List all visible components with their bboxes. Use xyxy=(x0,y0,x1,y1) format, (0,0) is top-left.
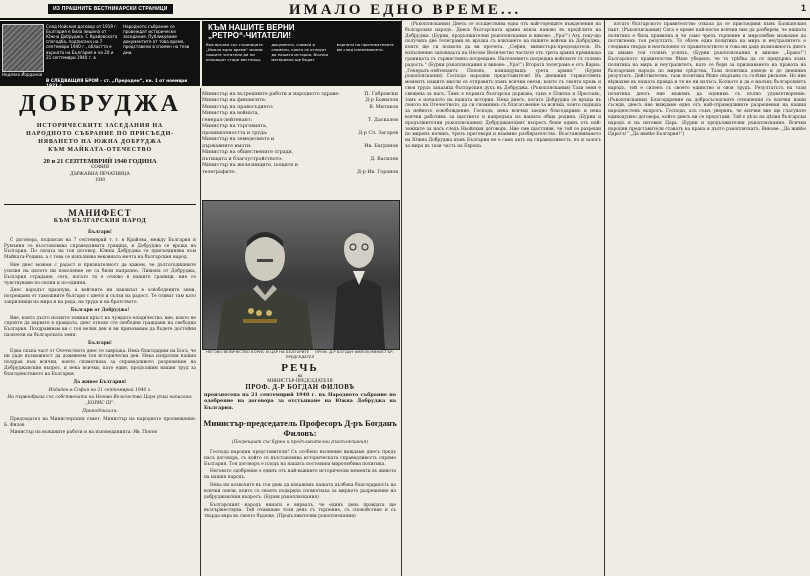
manifest-subtitle: КЪМ БЪЛГАРСКИЯ НАРОД xyxy=(53,218,147,224)
author-photo xyxy=(2,24,44,72)
masthead xyxy=(0,0,810,20)
session-date: 20 и 21 СЕПТЕМВРИЙ 1940 ГОДИНА xyxy=(43,158,157,166)
manifest-p11: На първообраза със собствената на Негово Величество Царя ръка написано: „БОРИС III“. xyxy=(7,395,193,407)
city: СОФИЯ xyxy=(91,165,109,171)
manifest-p4: Днес народът празнува, а войските ни навлизат в освободените земи, посрещани от тамошните българи с цветя и сълзи на радост. Те отиват там като закрилници на мира и на реда, на труда и на братството. xyxy=(4,288,196,305)
page-number: 1 xyxy=(800,3,806,13)
subtitle-line-4: КЪМ МАЙКАТА-ОТЕЧЕСТВО xyxy=(48,147,152,154)
speech-lead: произнесена на 21 септемврий 1940 г. въ Народното събрание по одобрение на договора за отстъпване на Южна Добруджа на България. xyxy=(204,392,396,411)
manifest-p12: Приподписали: xyxy=(82,408,118,414)
speech-header xyxy=(202,362,398,391)
intro-box xyxy=(0,21,200,89)
divider xyxy=(4,204,196,205)
column-rule-3 xyxy=(604,20,605,576)
manifest-p1: Българи! xyxy=(87,230,112,235)
minister-row: Министър на земеделието и xyxy=(202,137,275,143)
photo-caption xyxy=(202,350,398,359)
intro-text: След Нойския договор от 1919 г. България е била лишена от Южна Добруджа. С Крайовската спогодба, подписана на 7 септември 1940 г., областта е върната на България и на 20 и 21 септември 1940 г. в Народното събрание се провеждат исторически заседания. Публикуваме документите от това време, представени в спомен на тези дни. xyxy=(46,24,190,60)
filov-portrait xyxy=(333,229,385,349)
king-portrait xyxy=(217,232,313,349)
manifest-title: МАНИФЕСТ xyxy=(68,208,132,218)
manifest-p14: Министър на външните работи и на изповеданията: Ив. Попов xyxy=(10,430,157,436)
manifest-p13: Председател на Министерския съвет, Министър на народното просвещение: Б. Филов xyxy=(4,416,196,428)
manifest-p9: Да живее България! xyxy=(73,379,127,385)
readers-title-line1: КЪМ НАШИТЕ ВЕРНИ xyxy=(208,23,295,32)
minister-row: държавните имоти: Ив. Багрянов xyxy=(202,143,398,149)
subtitle-line-3: НЯВАНЕТО НА ЮЖНА ДОБРУДЖА xyxy=(38,139,162,146)
speech-role: МИНИСТЪР-ПРЕДСЕДАТЕЛЯ xyxy=(267,379,333,384)
manifest-p5: Българи от Добруджа! xyxy=(70,307,130,313)
column-4-text xyxy=(608,22,806,574)
page-title: ИМАЛО ЕДНО ВРЕМЕ... xyxy=(288,2,522,18)
manifest-p7: Българи! xyxy=(87,340,112,346)
column-3-paragraph: (Ръкопляскания) Днесь се осъществява една отъ най-горещите въжделения на българския народъ. Днесь българската армия влиза наново въ предѣлите на Добруджа. (Бурни, продължителни ръкопляскания и викове: „Ура!“) Азъ току-що получихъ две телеграми въ връзка съ влизането на нашите войски въ Добруджа, които ще си позволя да ви прочета. „София, министъръ-председателя. Въ изпълнение заповедьта на Негово Величество частите отъ трета армия преминаха границата съ тържествено посрещане. Населението посрещна войските съ голяма радость.“ (Бурни ръкопляскания и викове: „Ура!“) Втората телеграма е отъ Варна. „Генералъ-лейтенантъ Поповъ, командуващъ трета армия.“ (Бурни ръкопляскания) Господа народни представители! Въ днешния тържественъ моментъ нашите мисли се отправятъ къмъ всички онези, които съ своята кръвь и своя трудъ запазиха българския духъ въ Добруджа. (Ръкопляскания) Тази земя е свещена за насъ. Тамъ е първата българска държава, тамъ е Плиска и Преславъ, тамъ е началото на нашата история. Нека днесъ, когато Добруджа се връща въ лоното на Отечеството, да си спомнимъ съ благоговение за всички, които паднаха за нейното освобождение. Господа, нека всички заедно благодаримъ и нека всички работимъ за щастието и напредъка на нашата обща родина. (Бурни и продължителни ръкопляскания) Добруджанският въпросъ беше единъ отъ най-тежките за насъ следъ Ньойския договоръ. Ние сме щастливи, че той се разреши по миренъ начинъ, чрезъ преговори и взаимно разбирателство. Възстановяването на Южна Добруджа къмъ България не е само актъ на справедливость, но и залогъ за мира въ тази часть на Европа. xyxy=(405,22,601,150)
minister-row: промишлеността и труда: Д-р Сл. Загоров xyxy=(202,130,398,136)
manifest-body xyxy=(4,230,196,574)
readers-title-line2: „РЕТРО“-ЧИТАТЕЛИ! xyxy=(208,31,292,41)
speech-of: на xyxy=(297,374,303,379)
minister-row: Министър на финансите: Д-р Божилов xyxy=(202,98,398,104)
minister-row: телеграфите: Д-р Ив. Горанов xyxy=(202,169,398,175)
portraits-illustration xyxy=(203,201,399,349)
minister-row: Министър на търговията, xyxy=(202,124,268,130)
speech-heading: Министър-председатель Професоръ Д-ръ Богданъ Филовъ: xyxy=(203,418,397,438)
minister-row: Министър на железниците, пощите и xyxy=(202,163,299,169)
column-rule-1 xyxy=(200,88,201,576)
portraits-photo xyxy=(202,200,400,350)
column-3-text xyxy=(405,22,601,574)
section-tag: ИЗ ПРАШНИТЕ ВЕСТНИКАРСКИ СТРАНИЦИ xyxy=(48,4,173,14)
minister-row: Министър на вътрешните работи и народното здраве: П. Габровски xyxy=(202,92,398,97)
manifest-p10: Издаден в София на 21 септемврий 1940 г. xyxy=(48,387,152,393)
year: 1940 xyxy=(95,178,105,184)
readers-title xyxy=(208,24,295,41)
manifest-p6: Вие, които дълго носихте тежкия кръст на чуждото владичество, вие, които не спряхте да вярвате в правдата, днес отново сте свободни граждани на свободна България. Поздравявам ви с тоя велик ден и ви призовавам да бъдете достойни пазители на българската земя. xyxy=(4,315,196,338)
speech-body xyxy=(204,450,396,574)
minister-row: генерал-лейтенант: Т. Даскалов xyxy=(202,117,398,123)
speech-p4: Българският народъ винаги е вярвалъ, че единъ день правдата ще възтържествува. Той очакваше този день съ търпение, съ спокойствие и съ твърда вяра въ своето бъдеще. (Продължителни ръкопляскания) xyxy=(204,502,396,520)
column-rule-2 xyxy=(401,20,402,576)
manifest-p3: Ние днес можем с радост и признателност да кажем, че дългогодишните усилия на цялото ни поколение не са били напразно. Лишена от Добруджа, България страдаше; сега, когато тя е отново в нашите граници, ние се чувствуваме по-силни и по-единни. xyxy=(4,263,196,286)
caption-king: НЕГОВО ВЕЛИЧЕСТВО БОРИС III ЦАР НА БЪЛГАРИТЕ xyxy=(206,349,310,354)
minister-row: Министър на обществените сгради, xyxy=(202,150,294,156)
speech-name: ПРОФ. Д-Р БОГДАН ФИЛОВЪ xyxy=(245,384,355,391)
caption-filov: ПРОФ. Д-Р БОГДАН ФИЛОВ МИНИСТЪР-ПРЕДСЕДАТЕЛ xyxy=(285,349,394,359)
readers-text: Във връзка със страницата „Имало едно време“ молим нашите читатели да ни изпращат стари вестници, документи, снимки и спомени, които се отнасят до нашата история. Всички материали ще бъдат върнати на притежателите им след използването. xyxy=(206,42,394,62)
manifest-p2: С договора, подписан на 7 септемврий т. г. в Крайова, между България и Румъния се възстановява справедливата граница, и Добруджа се връща на България. По силата на тоя договор, Южна Добруджа се присъединява към Майката-Родина, а с това се изпълнява вековната мечта на българския народ. xyxy=(4,237,196,261)
minister-row: пътищата и благоустройството: Д. Василев xyxy=(202,156,398,162)
subtitle-line-2: НАРОДНОТО СЪБРАНИЕ ПО ПРИСЪЕДИ- xyxy=(26,131,174,138)
speech-p3: Нека ни позволите въ тоя день да изкажемъ нашата дълбока благодарность на всички онези, които съ своята подкрепа спомогнаха за мирното разрешение на добруджанския въпросъ. (Бурни ръкопляскания) xyxy=(204,483,396,500)
minister-row: Министър на правосъдието: В. Митаков xyxy=(202,104,398,110)
dobrudzha-subtitle xyxy=(2,122,198,154)
speech-p1: Господа народни представители! Съ особено вълнение виждаме днесъ предъ насъ договора, съ който се възстановява историческата справедливость спрямо България. Тоя договоръ е плодъ на нашата постоянна миролюбива политика. xyxy=(204,450,396,467)
readers-box xyxy=(202,21,402,86)
dobrudzha-header xyxy=(2,92,198,185)
masthead-rule xyxy=(0,18,810,20)
speech-heading-note: (Посрещнат със бурни и продължителни ръкопляскания) xyxy=(231,440,368,445)
dobrudzha-title: ДОБРУДЖА xyxy=(19,91,181,117)
ministers-list xyxy=(202,92,398,202)
column-4-paragraph: когато българското правителство отказа да се присъедини къмъ Балканския пакт. (Ръкопляскания) Сега е време най-после всички ние да разберем, че нашата политика е била правилна и че само чрезъ търпение и миролюбие можахме да постигнемъ тоя резултатъ. То обаче една политика на миръ и неутралитетъ е следвана твърдо и неотклонно от правителството и това ни даде възможность днесъ да имаме тоя голямъ успехъ. (Бурни ръкопляскания и викове: „Браво!“) Българското правителство бѣше убедено, че то трѣбва да се придържа къмъ политика на миръ и неутралитетъ, като се бори за признаването на правата на българския народъ по мирни срѣдства. Тази политика доведе и до днешния резултатъ. Действително, тази политика бѣше свързана съ голѣми рискове. Но ние вѣрвахме въ нашата правда и тя не ни излъга. Колкото и да е малъкъ българскиятъ народъ, той е силенъ съ своето единство и своя трудъ. Резултатътъ на тази политика днесъ ние можемъ да оценимъ съ пълно удовлетворение. (Ръкопляскания) Благодарение на добросъседските отношения съ всички наши съседи, днесъ ние виждаме едно отъ най-справедливите разрешения на нашия народностенъ въпросъ. Господа, азъ съмъ уверенъ, че всички вие ще гласувате единодушно договора, който днесъ ви се представя. Той е дѣло на цѣлия български народъ и на неговия Царь. (Бурни и продължителни ръкопляскания. Всички народни представители ставатъ на крака и дълго ръкопляскатъ. Викове: „Да живѣе Царьтъ!“ „Да живѣе България!“) xyxy=(608,22,806,138)
author-caption: Недялко Йорданов xyxy=(2,72,42,77)
manifest-p8: Една скъпа част от Отечеството днес се завръща. Нека благодарим на Бога, че ни даде възможност да доживеем тоя исторически ден. Нека изпратим нашия поздрав към всички, които спомогнаха за справедливото разрешение на Добруджанския въпрос, и нека всички, като един, продължим нашия труд за благоденствието на България. xyxy=(4,348,196,377)
manifest-header xyxy=(2,208,198,224)
speech-p2: Неговото одобрение е единъ отъ най-важните исторически моменти въ живота на нашия народъ. xyxy=(204,469,396,481)
intro-footer: В СЛЕДВАЩИЯ БРОЙ – ст. „Прероден“, кн. 1 от ноември 1921 г. xyxy=(46,79,188,89)
minister-row: Министър на войната, xyxy=(202,111,259,117)
speech-title: РЕЧЬ xyxy=(281,362,319,374)
publisher: ДЪРЖАВНА ПЕЧАТНИЦА xyxy=(69,171,131,177)
subtitle-line-1: ИСТОРИЧЕСКИТЕ ЗАСЕДАНИЯ НА xyxy=(36,123,164,129)
